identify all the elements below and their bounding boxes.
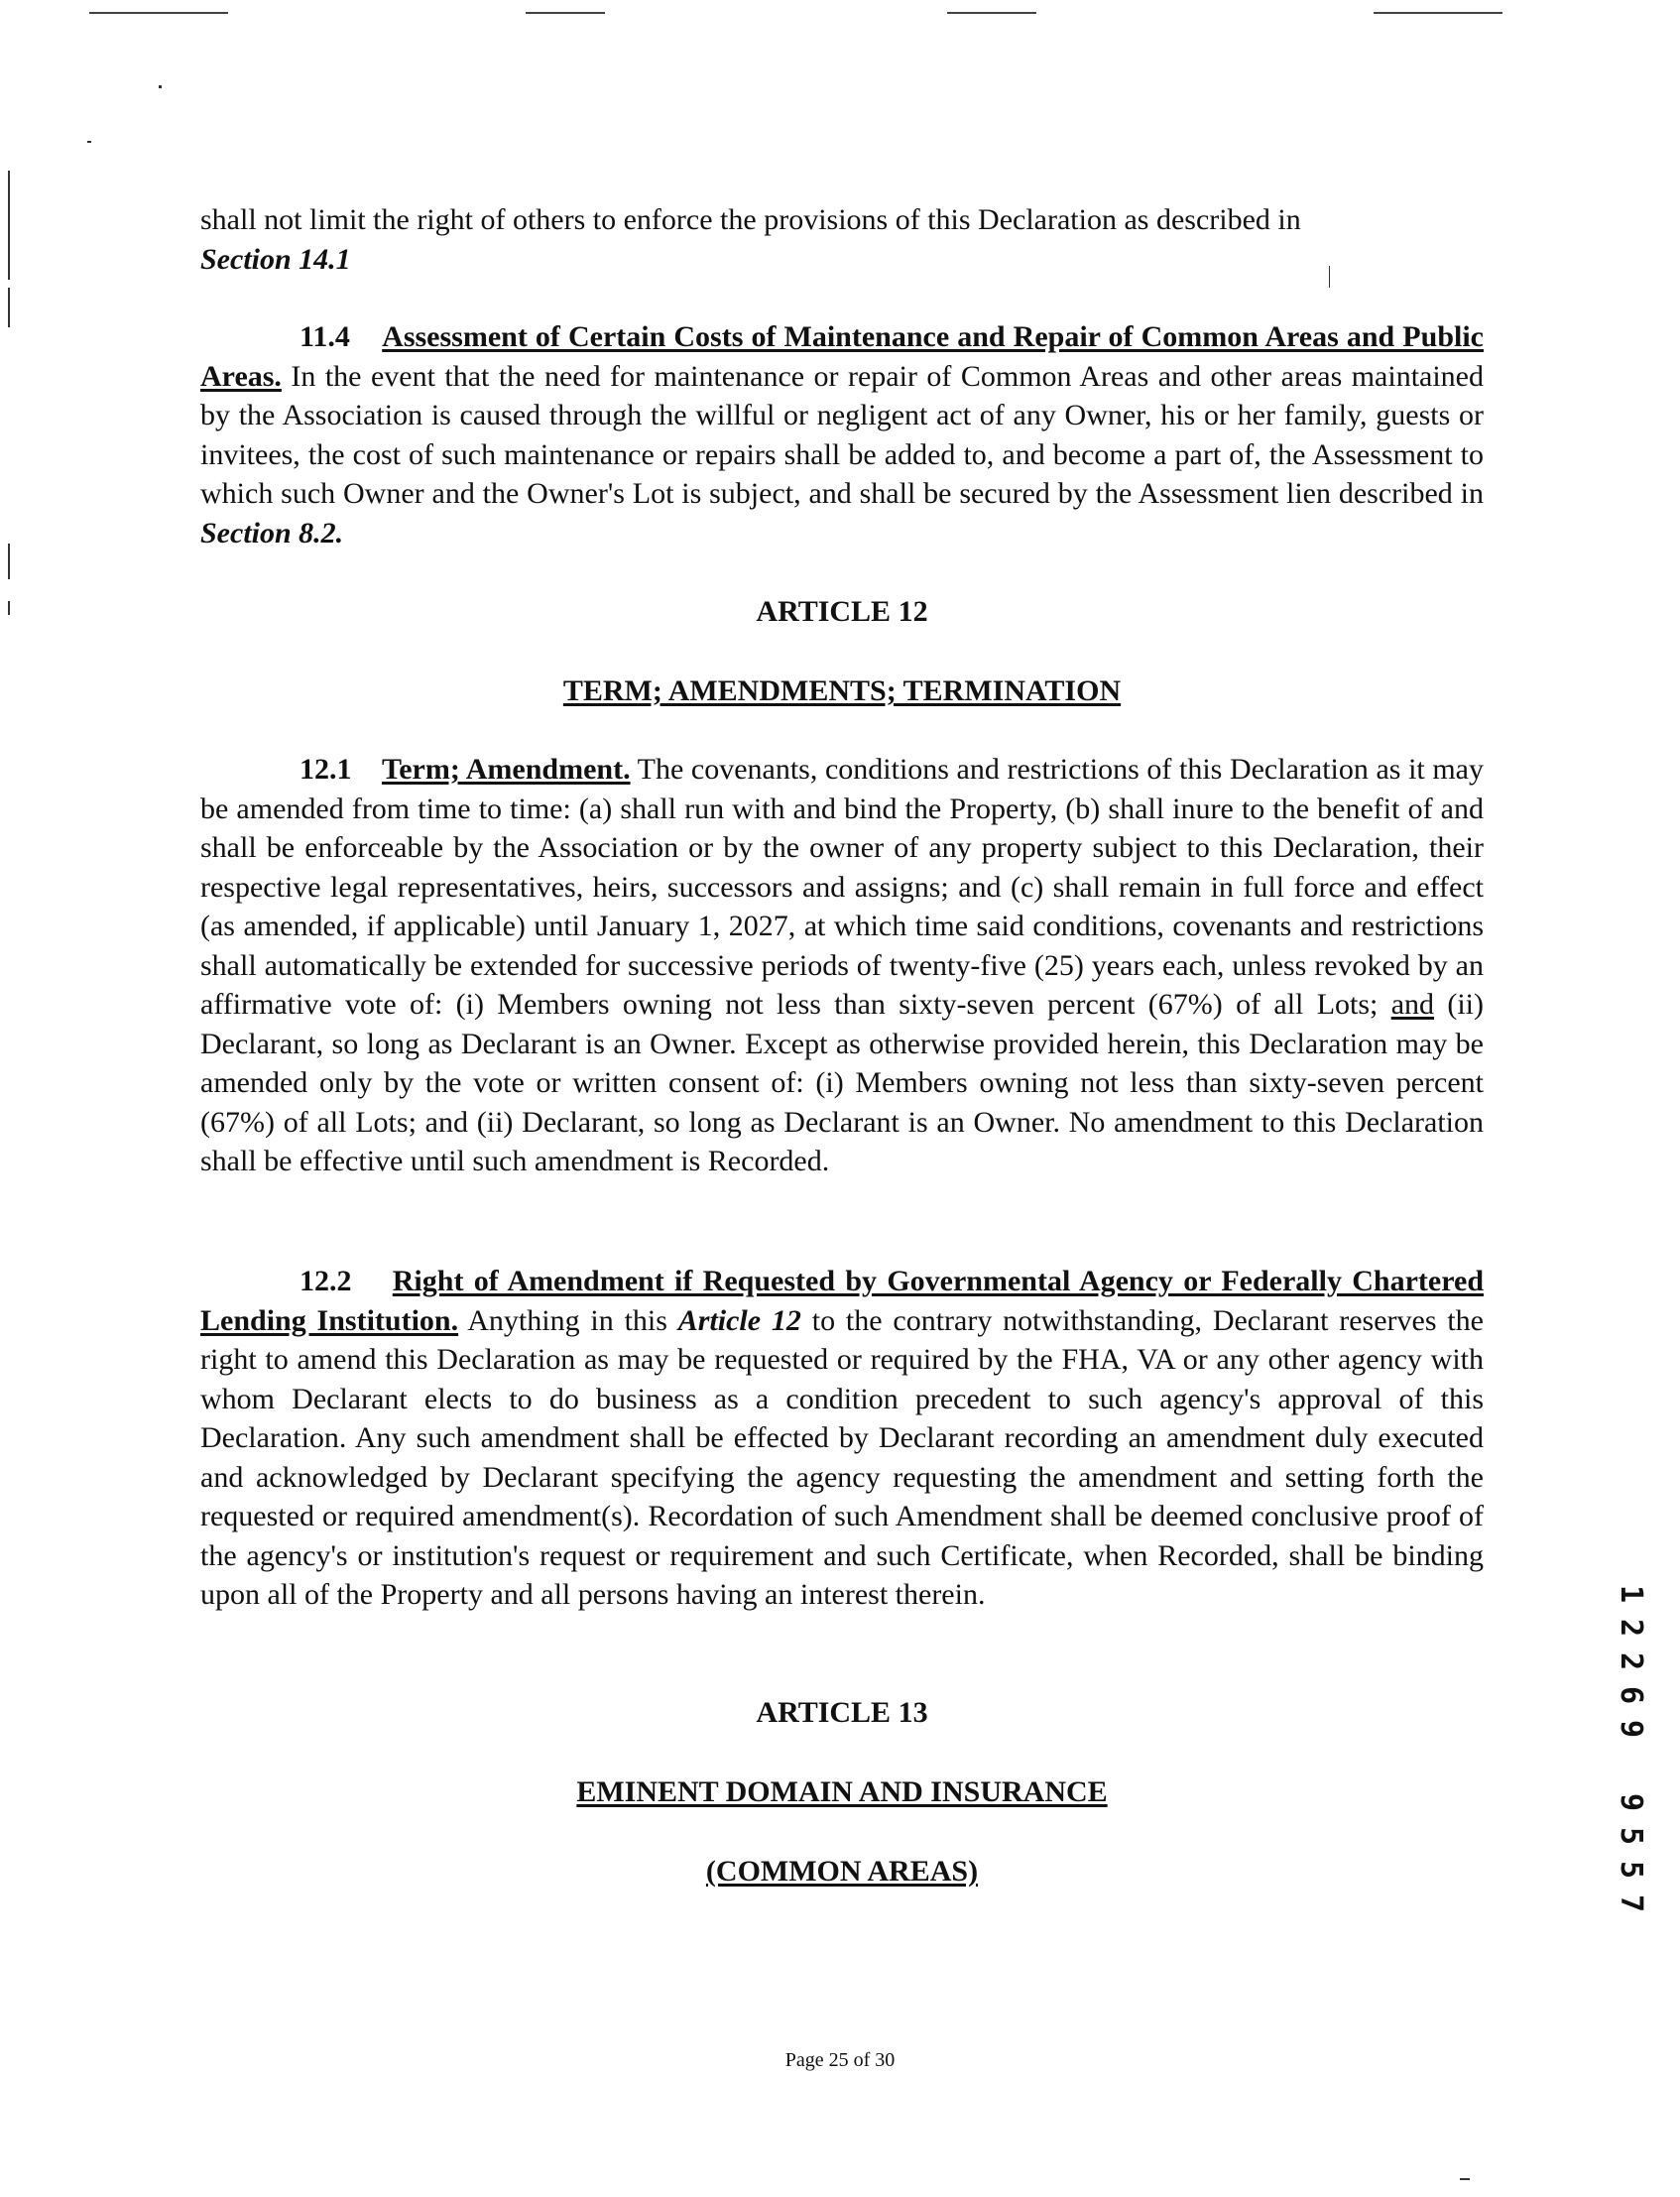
intro-section-ref: Section 14.1	[200, 242, 351, 276]
stamp-digit: 9	[1614, 1792, 1648, 1812]
article-12-title: TERM; AMENDMENTS; TERMINATION	[562, 674, 1122, 707]
section-12-2-ref: Article 12	[677, 1303, 801, 1337]
section-11-4-body: In the event that the need for maintenance or repair of Common Areas and other areas maintained by the Association is caused through the willful or negligent act of any Owner, his or her family, guests or invitees, the cost of such maintenance or repairs shall be added to, and become a part of, the Assessment to which such Owner and the Owner's Lot is subject, and shall be secured by the Assessment lien described in	[200, 359, 1484, 510]
stamp-digit: 1	[1614, 1584, 1648, 1604]
section-12-1-and: and	[1390, 988, 1435, 1021]
section-12-1	[200, 750, 1484, 1181]
stamp-digit: 2	[1614, 1651, 1648, 1671]
section-11-4-ref: Section 8.2	[200, 516, 336, 549]
page-number: Page 25 of 30	[784, 2049, 896, 2071]
scan-rule	[89, 12, 228, 14]
section-12-1-body-a: The covenants, conditions and restrictions of this Declaration as it may be amended from time to time: (a) shall run with and bind the Property, (b) shall inure to the benefit of and shall be enforceable by the Association or by the owner of any property subject to this Declaration, their respective legal representatives, heirs, successors and assigns; and (c) shall remain in full force and effect (as amended, if applicable) until January 1, 2027, at which time said conditions, covenants and restrictions shall automatically be extended for successive periods of twenty-five (25) years each, unless revoked by an affirmative vote of: (i) Members owning not less than sixty-seven percent (67%) of all Lots;	[200, 753, 1484, 1021]
stamp-digit: 9	[1614, 1719, 1648, 1739]
stamp-digit: 7	[1614, 1893, 1648, 1913]
scan-rule	[526, 12, 605, 14]
section-12-1-number: 12.1	[300, 753, 352, 786]
section-12-2-body-a: Anything in this	[458, 1303, 678, 1337]
section-12-2-heading: Right of Amendment if Requested by Governmental Agency or Federally Chartered Lending Institution.	[200, 1265, 1485, 1337]
recording-number-stamp	[1611, 1577, 1650, 1920]
article-13-subtitle: (COMMON AREAS)	[705, 1855, 979, 1888]
scan-rule	[947, 12, 1036, 14]
scan-rule	[1374, 12, 1502, 14]
section-11-4	[200, 317, 1484, 552]
section-12-1-heading: Term; Amendment.	[381, 753, 631, 786]
stamp-digit: 5	[1614, 1860, 1648, 1880]
margin-mark	[8, 601, 10, 615]
scan-speck	[1460, 2178, 1470, 2180]
stamp-digit: 2	[1614, 1618, 1648, 1638]
section-12-1-body-b: (ii) Declarant, so long as Declarant is an Owner. Except as otherwise provided herein, this Declaration may be amended only by the vote or written consent of: (i) Members owning not less than sixty-seven percent (67%) of all Lots; and (ii) Declarant, so long as Declarant is an Owner. No amendment to this Declaration shall be effective until such amendment is Recorded.	[200, 988, 1485, 1177]
intro-text: shall not limit the right of others to enforce the provisions of this Declaration as described in	[200, 203, 1301, 236]
margin-mark	[8, 288, 10, 327]
section-11-4-heading: Assessment of Certain Costs of Maintenance and Repair of Common Areas and Public Areas.	[200, 320, 1484, 393]
section-11-4-number: 11.4	[300, 320, 350, 353]
stamp-digit: 6	[1614, 1685, 1648, 1705]
stamp-gap	[1611, 1746, 1650, 1785]
scan-speck	[159, 85, 162, 88]
article-13-title: EMINENT DOMAIN AND INSURANCE	[576, 1775, 1108, 1808]
article-13-label: ARTICLE 13	[756, 1696, 928, 1729]
section-12-2-body-b: to the contrary notwithstanding, Declarant reserves the right to amend this Declaration as may be requested or required by the FHA, VA or any other agency with whom Declarant elects to do business as a condition precedent to such agency's approval of this Declaration. Any such amendment shall be effected by Declarant recording an amendment duly executed and acknowledged by Declarant specifying the agency requesting the amendment and setting forth the requested or required amendment(s). Recordation of such Amendment shall be deemed conclusive proof of the agency's or institution's request or requirement and such Certificate, when Recorded, shall be binding upon all of the Property and all persons having an interest therein.	[200, 1303, 1484, 1611]
scan-speck	[87, 141, 91, 143]
margin-mark	[8, 544, 10, 579]
stamp-digit: 5	[1614, 1826, 1648, 1846]
intro-paragraph	[200, 200, 1484, 279]
section-12-2	[200, 1262, 1484, 1615]
section-12-2-number: 12.2	[300, 1265, 352, 1297]
section-11-4-end: .	[335, 516, 344, 549]
margin-mark	[8, 171, 10, 280]
article-12-label: ARTICLE 12	[756, 595, 928, 628]
